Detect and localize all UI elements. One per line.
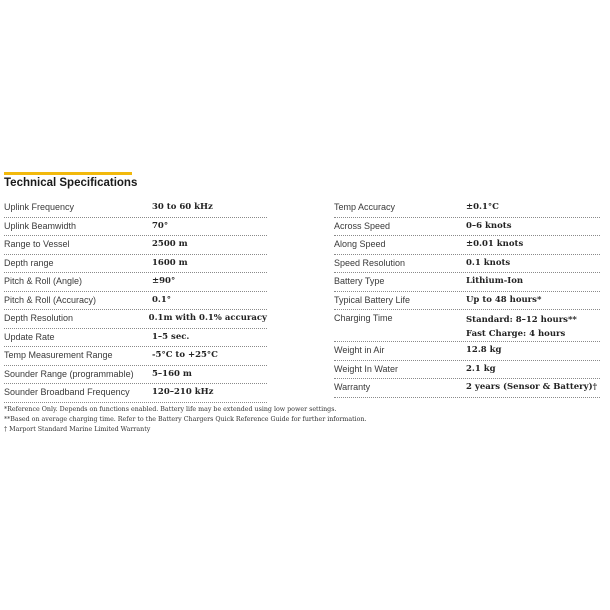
spec-row xyxy=(334,361,600,380)
spec-row-charging-time xyxy=(334,310,600,342)
spec-value: 70° xyxy=(152,220,169,231)
spec-label: Sounder Broadband Frequency xyxy=(4,387,130,397)
spec-row xyxy=(4,347,267,366)
spec-value: 30 to 60 kHz xyxy=(152,202,213,212)
spec-row xyxy=(334,342,600,361)
spec-label: Weight In Water xyxy=(334,363,399,374)
charging-standard-value: Standard: 8–12 hours** xyxy=(466,315,577,325)
spec-label: Temp Accuracy xyxy=(334,202,396,212)
spec-value: 0.1 knots xyxy=(466,257,511,268)
footnote: **Based on average charging time. Refer to the Battery Chargers Quick Reference Guide for further information. xyxy=(4,416,367,423)
spec-value: ±0.01 knots xyxy=(466,239,524,249)
spec-value: 0–6 knots xyxy=(466,220,512,231)
spec-row xyxy=(4,366,267,385)
spec-label: Uplink Frequency xyxy=(4,202,75,212)
spec-row xyxy=(334,199,600,218)
spec-row xyxy=(4,218,267,237)
spec-value: 1–5 sec. xyxy=(152,331,190,342)
spec-value: 2 years (Sensor & Battery)† xyxy=(466,382,598,392)
spec-row xyxy=(4,329,267,348)
spec-label: Battery Type xyxy=(334,276,385,286)
spec-label: Temp Measurement Range xyxy=(4,350,113,360)
spec-row xyxy=(334,379,600,398)
spec-label: Range to Vessel xyxy=(4,239,70,249)
spec-value: 1600 m xyxy=(152,257,188,268)
footnote: † Marport Standard Marine Limited Warranty xyxy=(4,426,151,433)
spec-value: 12.8 kg xyxy=(466,345,502,355)
spec-value: 5–160 m xyxy=(152,368,192,379)
spec-row xyxy=(334,236,600,255)
spec-value: Lithium-Ion xyxy=(466,276,524,286)
charging-fast-value: Fast Charge: 4 hours xyxy=(466,329,566,339)
spec-row xyxy=(4,236,267,255)
spec-label: Across Speed xyxy=(334,220,391,231)
spec-value: Up to 48 hours* xyxy=(466,294,542,305)
spec-label: Along Speed xyxy=(334,239,386,249)
spec-label: Sounder Range (programmable) xyxy=(4,368,134,379)
spec-value: 2500 m xyxy=(152,239,188,249)
spec-value xyxy=(466,313,577,341)
spec-value: 0.1m with 0.1% accuracy xyxy=(148,313,267,323)
spec-row xyxy=(4,384,267,403)
section-title: Technical Specifications xyxy=(4,177,138,189)
spec-row xyxy=(334,218,600,237)
spec-label: Warranty xyxy=(334,382,371,392)
spec-label: Update Rate xyxy=(4,331,55,342)
spec-row xyxy=(4,199,267,218)
spec-label: Depth range xyxy=(4,257,54,268)
spec-row xyxy=(334,255,600,274)
spec-value: ±90° xyxy=(152,276,176,286)
spec-label: Pitch & Roll (Angle) xyxy=(4,276,83,286)
spec-row xyxy=(4,273,267,292)
spec-label: Charging Time xyxy=(334,313,393,323)
spec-label: Depth Resolution xyxy=(4,313,74,323)
specs-table-right xyxy=(334,199,600,398)
footnote: *Reference Only. Depends on functions enabled. Battery life may be extended using low power settings. xyxy=(4,406,337,413)
spec-value: 0.1° xyxy=(152,294,172,305)
spec-row xyxy=(4,292,267,311)
spec-value: ±0.1°C xyxy=(466,202,499,212)
spec-value: -5°C to +25°C xyxy=(152,350,218,360)
spec-value: 120–210 kHz xyxy=(152,387,214,397)
footnotes xyxy=(4,405,604,435)
spec-label: Uplink Beamwidth xyxy=(4,220,77,231)
spec-label: Typical Battery Life xyxy=(334,294,411,305)
title-accent-bar xyxy=(4,172,132,175)
spec-label: Weight in Air xyxy=(334,345,385,355)
spec-label: Pitch & Roll (Accuracy) xyxy=(4,294,97,305)
spec-row xyxy=(4,310,267,329)
spec-row xyxy=(334,292,600,311)
specs-table-left xyxy=(4,199,267,403)
spec-value: 2.1 kg xyxy=(466,363,496,374)
spec-label: Speed Resolution xyxy=(334,257,406,268)
spec-row xyxy=(4,255,267,274)
spec-row xyxy=(334,273,600,292)
